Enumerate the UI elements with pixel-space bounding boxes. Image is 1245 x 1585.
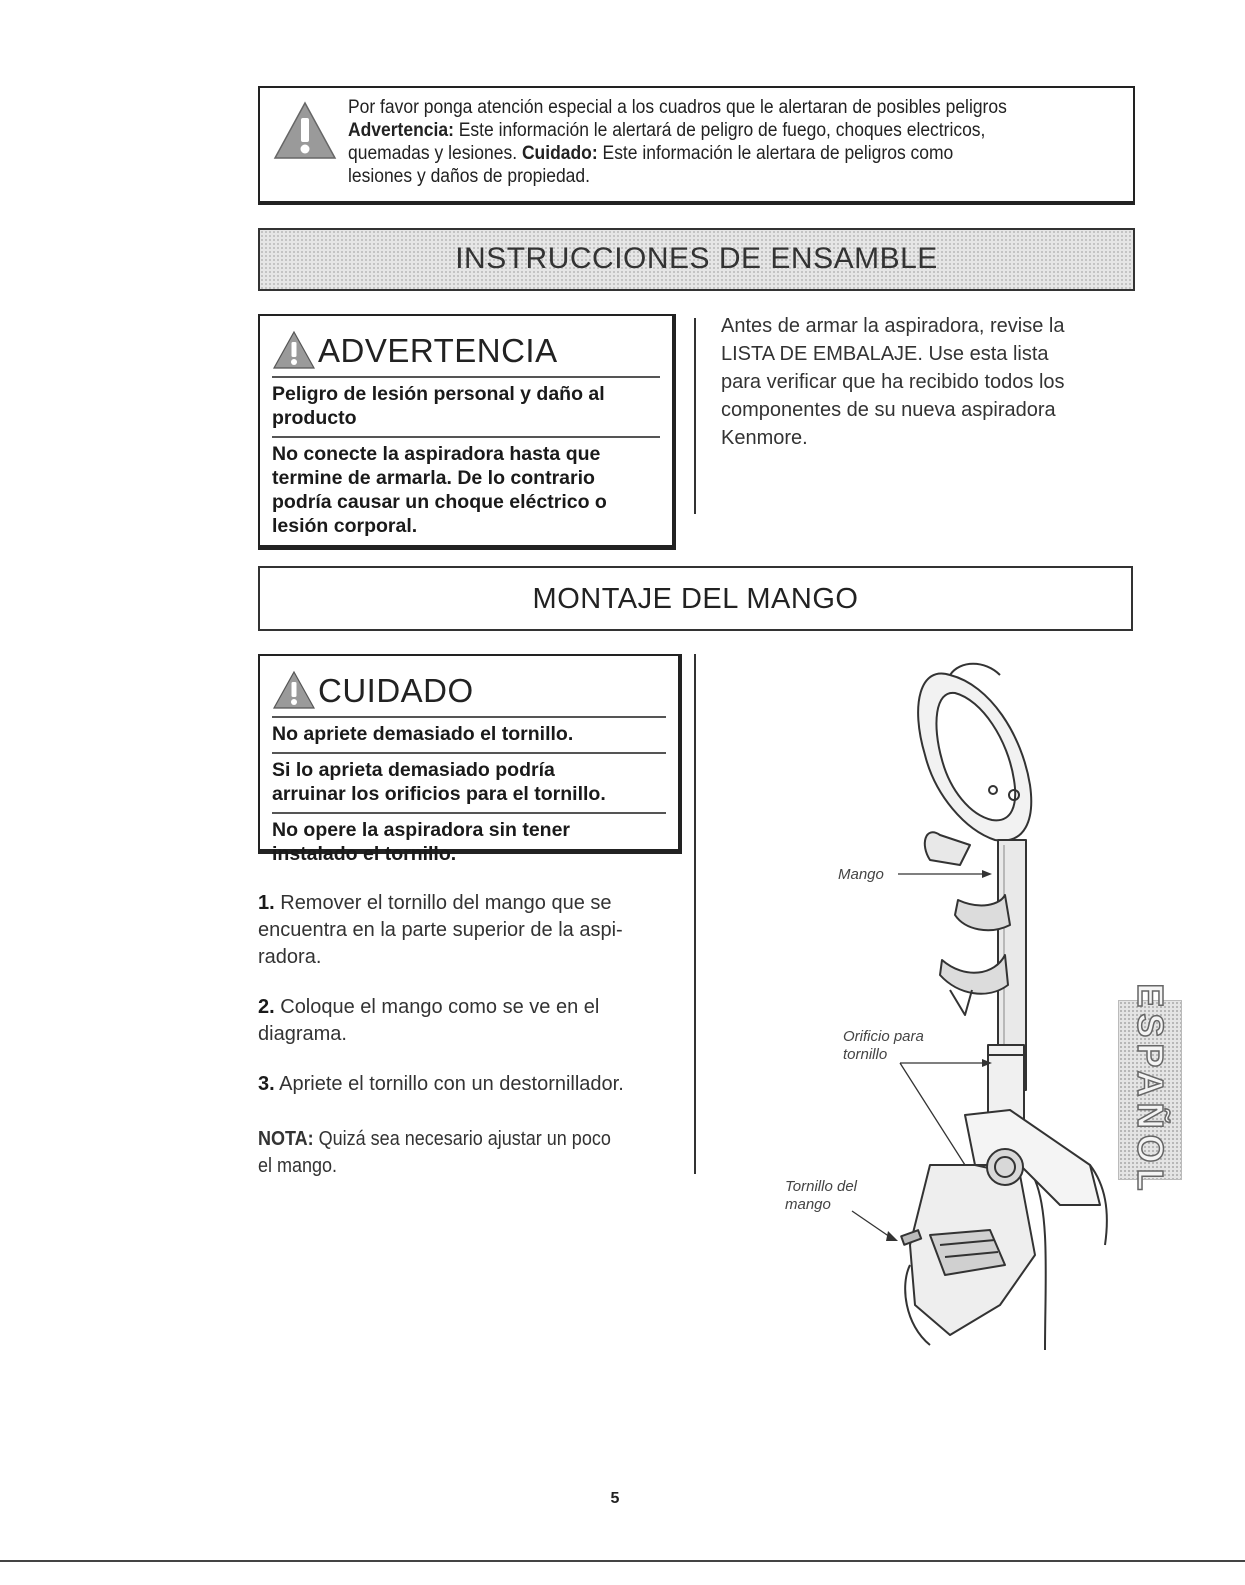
- step-1: 1. Remover el tornillo del mango que se encuentra en la parte superior de la aspi- radora.: [258, 892, 623, 968]
- language-side-tab: [1118, 983, 1182, 1197]
- figure-label-tornillo: Tornillo del mango: [785, 1178, 857, 1213]
- note: NOTA: Quizá sea necesario ajustar un poco el mango.: [258, 1128, 611, 1177]
- divider: [272, 812, 666, 814]
- cuidado-title: CUIDADO: [272, 664, 666, 710]
- advertencia-body: termine de armarla. De lo contrario: [272, 467, 595, 489]
- cuidado-line: Si lo aprieta demasiado podría: [272, 759, 555, 781]
- cuidado-line: No apriete demasiado el tornillo.: [272, 723, 574, 745]
- section-title-mango: MONTAJE DEL MANGO: [532, 583, 859, 615]
- advertencia-body: lesión corporal.: [272, 515, 418, 537]
- language-tab-label: ESPAÑOL: [1130, 983, 1171, 1197]
- step-3: 3. Apriete el tornillo con un destornillador.: [258, 1073, 624, 1095]
- warning-triangle-icon: [272, 670, 316, 710]
- advertencia-subtitle: Peligro de lesión personal y daño al: [272, 383, 605, 405]
- warning-triangle-icon: [272, 330, 316, 370]
- advertencia-body: podría causar un choque eléctrico o: [272, 491, 607, 513]
- advertencia-subtitle: producto: [272, 407, 357, 429]
- advertencia-body: No conecte la aspiradora hasta que: [272, 443, 601, 465]
- divider: [272, 436, 660, 438]
- column-divider: [694, 654, 696, 1174]
- figure-label-mango: Mango: [838, 866, 884, 883]
- warning-triangle-icon: [272, 100, 338, 162]
- divider: [272, 716, 666, 718]
- advertencia-box: [258, 314, 676, 550]
- section-heading-ensamble: [258, 228, 1135, 291]
- advertencia-title: ADVERTENCIA: [272, 324, 660, 370]
- handle-assembly-diagram: [760, 645, 1110, 1365]
- intro-paragraph: Antes de armar la aspiradora, revise la LISTA DE EMBALAJE. Use esta lista para verificar que ha recibido todos los componentes de su nueva aspiradora Kenmore.: [721, 315, 1065, 449]
- step-2: 2. Coloque el mango como se ve en el diagrama.: [258, 996, 600, 1045]
- figure-label-orificio: Orificio para tornillo: [843, 1028, 924, 1063]
- cuidado-line: No opere la aspiradora sin tener: [272, 819, 571, 841]
- column-divider: [694, 318, 696, 514]
- bottom-divider: [0, 1560, 1245, 1562]
- section-title-ensamble: INSTRUCCIONES DE ENSAMBLE: [455, 242, 938, 275]
- cuidado-line: instalado el tornillo.: [272, 843, 457, 865]
- divider: [272, 752, 666, 754]
- section-heading-mango: [258, 566, 1133, 631]
- cuidado-line: arruinar los orificios para el tornillo.: [272, 783, 606, 805]
- cuidado-box: [258, 654, 682, 865]
- safety-notice-text: Por favor ponga atención especial a los cuadros que le alertaran de posibles peligros Advertencia: Este información le alertará de peligro de fuego, choques electricos, quemadas y lesiones. Cuidado: Este información le alertara de peligros como lesiones y daños de propiedad.: [348, 97, 1007, 187]
- divider: [272, 376, 660, 378]
- page-number: 5: [610, 1490, 620, 1507]
